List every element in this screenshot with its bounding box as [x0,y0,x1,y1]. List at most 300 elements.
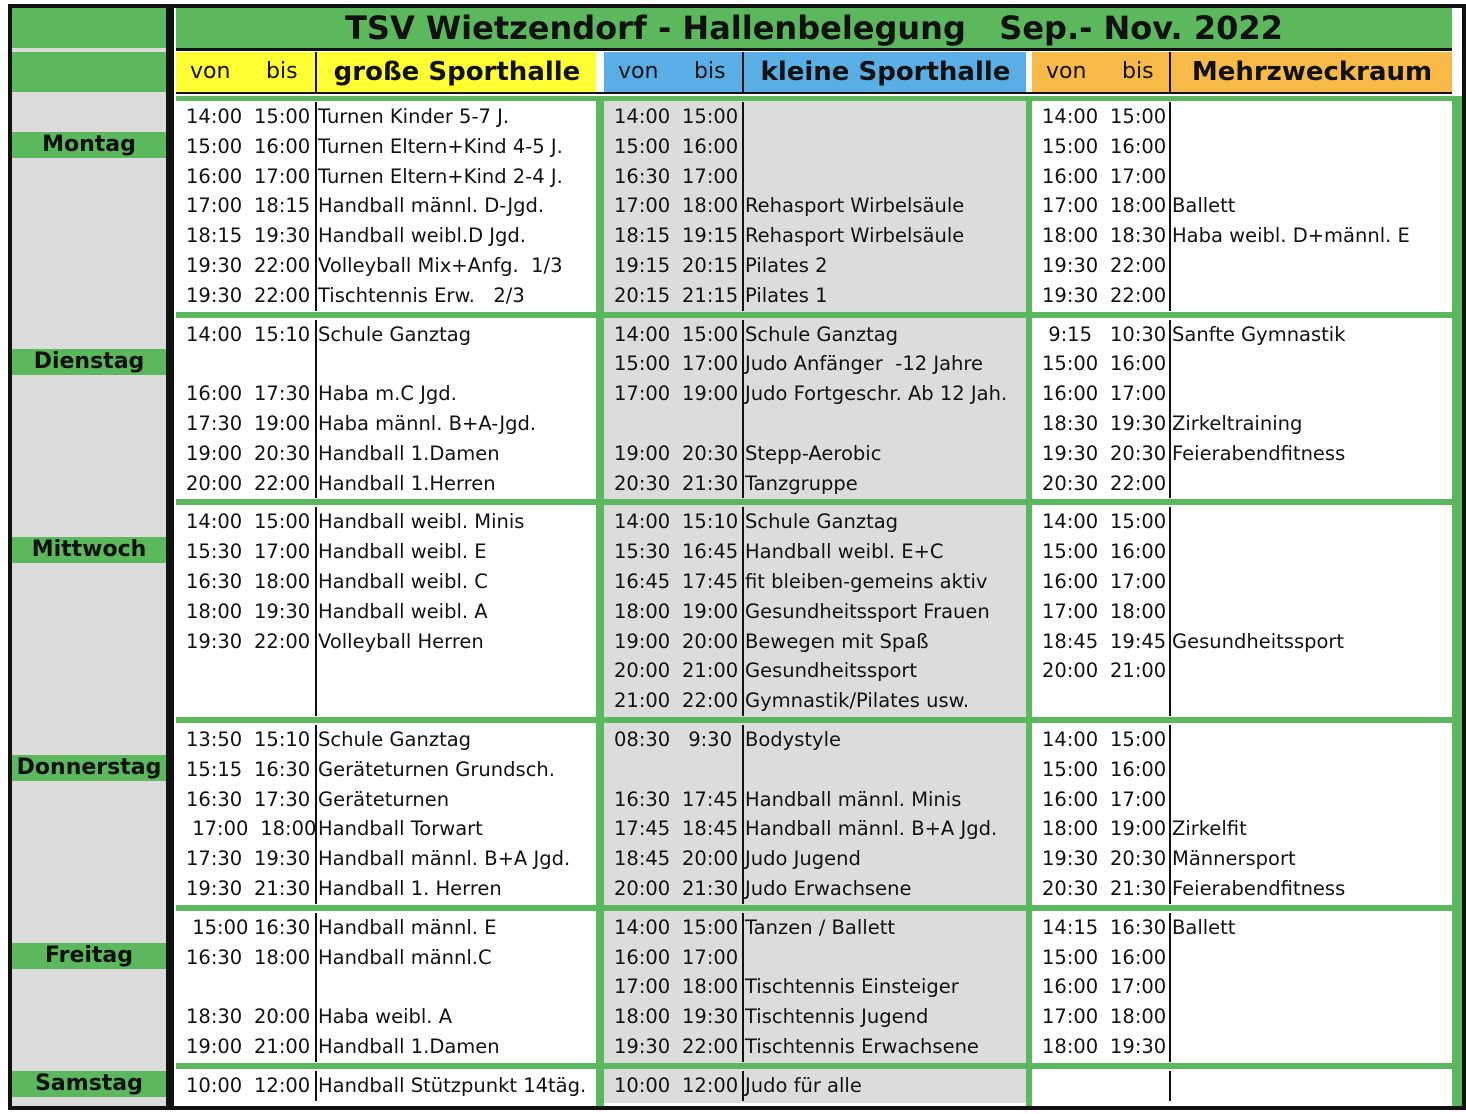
cell-activity: Bodystyle [745,728,841,751]
header-divider-3 [1169,52,1171,92]
cell-activity: Volleyball Herren [318,629,484,653]
cell-bis: 18:00 [1110,194,1167,218]
cell-bis: 16:00 [1110,757,1167,781]
cell-bis: 15:00 [1110,510,1167,534]
black-bottom-border [166,1106,1466,1110]
cell-activity [1172,1071,1450,1101]
cell-von: 14:00 [186,510,243,534]
green-vline-2 [1026,96,1032,1106]
cell-von: 17:00 [614,194,671,218]
cell-activity: Schule Ganztag [318,322,472,346]
cell-bis: 15:10 [682,510,739,534]
cell-von: 08:30 [614,728,671,751]
black-outer-left [8,4,12,1110]
cell-bis: 18:30 [1110,224,1167,248]
cell-von: 19:30 [614,1035,671,1058]
cell-von: 16:00 [1042,570,1099,593]
cell-bis: 22:00 [682,689,739,713]
day-label-montag: Montag [42,131,136,157]
cell-bis: 22:00 [1110,283,1167,307]
cell-von: 20:30 [1042,877,1099,900]
cell-activity: Handball männl. Minis [745,787,962,811]
cell-activity: Judo Jugend [745,847,861,871]
cell-activity: Handball weibl. C [318,570,488,593]
cell-activity: Handball männl. E [318,915,497,939]
cell-von: 19:30 [186,254,243,277]
cell-activity: Haba weibl. D+männl. E [1172,224,1410,248]
cell-von: 14:00 [614,105,671,128]
cell-von: 14:00 [1042,510,1099,534]
cell-von: 17:00 [186,194,243,218]
green-vline-1 [596,96,604,1106]
cell-von: 19:30 [186,877,243,900]
header-von-1: von [190,59,231,84]
cell-activity [318,349,594,379]
cell-bis [682,755,750,785]
cell-bis: 15:00 [254,105,311,128]
cell-bis [1110,686,1178,716]
cell-bis: 18:00 [1110,1005,1167,1029]
cell-von: 20:00 [1042,659,1099,683]
cell-von: 16:30 [186,570,243,593]
cell-activity: Handball weibl. E [318,540,487,564]
header-room-name-1: große Sporthalle [333,57,581,87]
cell-activity: Tischtennis Erw. 2/3 [318,283,525,307]
cell-activity: Tischtennis Erwachsene [745,1035,979,1058]
cell-von: 19:00 [186,441,243,465]
cell-von: 18:15 [186,224,243,248]
cell-bis: 17:30 [254,382,311,406]
cell-activity: Bewegen mit Spaß [745,629,929,653]
cell-bis: 18:00 [682,975,739,999]
black-left-border [166,4,174,1110]
cell-von: 16:00 [1042,382,1099,406]
cell-activity: Stepp-Aerobic [745,441,882,465]
cell-activity [1172,943,1450,973]
cell-von: 15:00 [1042,945,1099,969]
cell-von: 17:00 [1042,1005,1099,1029]
cell-bis: 16:30 [254,915,311,939]
cell-von: 16:00 [614,945,671,969]
cell-von: 9:15 [1042,322,1092,346]
cell-activity: Tanzgruppe [745,471,858,495]
cell-von: 18:30 [186,1005,243,1029]
cell-activity: Handball weibl.D Jgd. [318,224,526,248]
cell-von: 19:30 [1042,441,1099,465]
cell-bis: 22:00 [254,283,311,307]
cell-activity: Gymnastik/Pilates usw. [745,689,970,713]
cell-von: 18:00 [614,599,671,623]
cell-von [186,349,254,379]
cell-bis: 15:00 [254,510,311,534]
cell-bis: 17:00 [1110,570,1167,593]
cell-bis [1110,1071,1178,1101]
cell-bis: 16:00 [1110,945,1167,969]
cell-von: 18:00 [1042,817,1099,841]
cell-bis: 21:30 [682,877,739,900]
cell-activity: Judo Anfänger -12 Jahre [745,352,983,376]
cell-bis: 17:00 [254,540,311,564]
cell-activity: Zirkeltraining [1172,412,1303,435]
cell-activity: Haba männl. B+A-Jgd. [318,412,537,435]
cell-von: 15:00 [614,134,671,158]
cell-von: 15:00 [1042,134,1099,158]
cell-activity: Tischtennis Einsteiger [745,975,959,999]
cell-von: 17:00 [186,817,249,841]
cell-von [186,686,254,716]
cell-von: 19:30 [186,629,243,653]
green-separator-0 [176,312,1452,318]
cell-bis: 18:00 [254,945,311,969]
black-outer-top [8,4,168,8]
cell-bis: 17:00 [1110,164,1167,188]
cell-von: 15:00 [186,915,249,939]
cell-bis: 16:00 [1110,540,1167,564]
cell-activity [745,409,1024,439]
cell-bis [254,349,322,379]
cell-activity: Gesundheitssport [745,659,918,683]
cell-von: 17:00 [614,382,671,406]
cell-bis: 22:00 [254,471,311,495]
cell-activity: Handball Torwart [318,817,483,841]
cell-activity: Tanzen / Ballett [745,915,896,939]
black-right-border [1462,4,1466,1110]
cell-bis: 17:45 [682,570,739,593]
cell-bis: 20:00 [682,629,739,653]
cell-activity: Handball 1.Herren [318,471,496,495]
cell-von: 17:00 [1042,599,1099,623]
cell-von: 17:30 [186,847,243,871]
cell-bis: 9:30 [682,728,732,751]
cell-bis: 15:00 [1110,105,1167,128]
cell-activity: Turnen Kinder 5-7 J. [318,105,510,128]
green-separator-2 [176,717,1452,723]
cell-bis: 20:30 [1110,441,1167,465]
cell-bis: 15:00 [1110,728,1167,751]
cell-bis: 16:00 [1110,134,1167,158]
cell-activity: Männersport [1172,847,1296,871]
green-line-top [176,96,1452,101]
cell-von: 20:30 [614,471,671,495]
cell-activity [1172,686,1450,716]
cell-von: 20:15 [614,283,671,307]
cell-activity: Ballett [1172,915,1236,939]
header-bottom-line [176,92,1452,94]
cell-activity [1172,537,1450,567]
cell-activity: Handball weibl. E+C [745,540,944,564]
cell-activity [1172,469,1450,499]
cell-bis [254,686,322,716]
cell-von: 16:00 [1042,164,1099,188]
cell-bis: 17:00 [1110,382,1167,406]
cell-activity: Rehasport Wirbelsäule [745,194,965,218]
cell-von: 15:15 [186,757,243,781]
cell-von: 14:00 [614,915,671,939]
cell-bis: 16:30 [254,757,311,781]
cell-bis: 15:10 [254,728,311,751]
cell-activity: Haba m.C Jgd. [318,382,457,406]
cell-bis: 19:30 [1110,1035,1167,1058]
cell-activity [1172,281,1450,311]
cell-activity: Geräteturnen Grundsch. [318,757,555,781]
cell-bis: 22:00 [1110,471,1167,495]
cell-bis: 17:00 [254,164,311,188]
cell-activity: Handball männl. B+A Jgd. [745,817,998,841]
cell-activity: Schule Ganztag [745,510,899,534]
cell-bis: 17:00 [682,164,739,188]
cell-activity [1172,251,1450,281]
green-separator-1 [176,499,1452,505]
cell-von: 18:00 [614,1005,671,1029]
cell-bis: 20:30 [254,441,311,465]
cell-von: 15:00 [614,352,671,376]
cell-activity: Handball männl. B+A Jgd. [318,847,571,871]
header-von-3: von [1046,59,1087,84]
cell-activity [1172,656,1450,686]
cell-von: 14:00 [186,322,243,346]
cell-bis: 19:00 [682,382,739,406]
cell-bis: 18:15 [254,194,311,218]
cell-bis: 12:00 [682,1073,739,1097]
cell-activity: Volleyball Mix+Anfg. 1/3 [318,254,563,277]
cell-von: 19:30 [1042,847,1099,871]
cell-activity [745,943,1024,973]
day-label-freitag: Freitag [44,942,134,968]
cell-von: 15:30 [614,540,671,564]
cell-activity [318,972,594,1002]
cell-von [1042,1071,1110,1101]
cell-von: 13:50 [186,728,243,751]
header-bis-2: bis [694,59,726,84]
cell-activity: Judo für alle [745,1073,862,1097]
cell-von: 17:00 [1042,194,1099,218]
cell-bis: 22:00 [254,254,311,277]
cell-activity [1172,132,1450,162]
cell-von: 14:00 [186,105,243,128]
cell-bis: 19:30 [1110,412,1167,435]
cell-bis: 19:30 [254,599,311,623]
header-von-2: von [618,59,659,84]
cell-activity [745,755,1024,785]
cell-bis: 17:30 [254,787,311,811]
cell-von: 19:00 [186,1035,243,1058]
cell-bis: 19:30 [254,224,311,248]
cell-bis: 16:00 [1110,352,1167,376]
cell-bis: 18:00 [1110,599,1167,623]
cell-activity [1172,379,1450,409]
header-divider-2 [742,52,744,92]
cell-von: 15:00 [1042,352,1099,376]
cell-bis: 20:00 [682,847,739,871]
cell-von: 19:30 [1042,254,1099,277]
header-bis-1: bis [266,59,298,84]
cell-activity: Schule Ganztag [745,322,899,346]
black-outer-bottom [8,1106,168,1110]
cell-von: 15:00 [1042,757,1099,781]
cell-bis: 12:00 [254,1073,311,1097]
header-room-name-2: kleine Sporthalle [760,57,1011,87]
cell-activity: Pilates 1 [745,283,828,307]
day-label-donnerstag: Donnerstag [16,754,162,780]
header-divider-1 [315,52,317,92]
cell-bis: 15:00 [682,322,739,346]
cell-von: 21:00 [614,689,671,713]
cell-von: 19:30 [186,283,243,307]
cell-von: 19:30 [1042,283,1099,307]
cell-von: 18:45 [614,847,671,871]
cell-activity: Gesundheitssport [1172,629,1345,653]
cell-activity [318,656,594,686]
cell-bis: 16:00 [682,134,739,158]
cell-activity: Pilates 2 [745,254,828,277]
cell-bis: 21:30 [254,877,311,900]
cell-von: 20:30 [1042,471,1099,495]
cell-activity [1172,102,1450,132]
cell-activity [1172,1032,1450,1062]
cell-von: 18:00 [1042,1035,1099,1058]
cell-bis: 19:45 [1110,629,1167,653]
cell-bis: 20:15 [682,254,739,277]
cell-activity: Handball 1.Damen [318,1035,500,1058]
cell-activity: Haba weibl. A [318,1005,453,1029]
cell-activity: Rehasport Wirbelsäule [745,224,965,248]
header-room-name-3: Mehrzweckraum [1191,57,1433,87]
cell-bis: 16:30 [1110,915,1167,939]
cell-bis: 19:30 [254,847,311,871]
cell-bis [254,972,322,1002]
cell-activity [1172,567,1450,597]
cell-bis: 21:30 [682,471,739,495]
cell-von: 18:00 [1042,224,1099,248]
cell-bis: 15:10 [254,322,311,346]
cell-activity: Ballett [1172,194,1236,218]
cell-bis: 18:00 [254,817,317,841]
cell-bis: 17:00 [1110,787,1167,811]
cell-von: 16:00 [186,164,243,188]
cell-activity: fit bleiben-gemeins aktiv [745,570,988,593]
cell-von: 20:00 [614,877,671,900]
cell-von: 18:45 [1042,629,1099,653]
cell-bis: 18:00 [682,194,739,218]
cell-activity: Handball männl. D-Jgd. [318,194,545,218]
cell-von [186,972,254,1002]
cell-activity: Feierabendfitness [1172,877,1346,900]
cell-von: 17:30 [186,412,243,435]
cell-bis: 18:45 [682,817,739,841]
cell-activity: Judo Erwachsene [745,877,912,900]
cell-von: 10:00 [614,1073,671,1097]
cell-bis: 10:30 [1110,322,1167,346]
day-label-samstag: Samstag [35,1070,143,1096]
cell-activity: Handball weibl. Minis [318,510,525,534]
cell-activity [1172,785,1450,815]
cell-activity [1172,972,1450,1002]
cell-von [1042,686,1110,716]
cell-bis: 17:45 [682,787,739,811]
day-label-mittwoch: Mittwoch [31,537,147,563]
cell-activity: Gesundheitssport Frauen [745,599,990,623]
cell-activity: Zirkelfit [1172,817,1247,841]
cell-bis: 19:15 [682,224,739,248]
day-label-dienstag: Dienstag [33,349,145,375]
cell-von: 16:30 [614,787,671,811]
cell-bis: 16:45 [682,540,739,564]
cell-von: 19:00 [614,441,671,465]
cell-bis: 17:00 [682,945,739,969]
cell-bis [682,409,750,439]
cell-bis: 19:00 [1110,817,1167,841]
cell-activity [745,162,1024,192]
cell-activity: Schule Ganztag [318,728,472,751]
cell-von: 16:30 [186,945,243,969]
green-vline-right [1452,96,1462,1106]
cell-activity [1172,162,1450,192]
cell-von: 16:45 [614,570,671,593]
cell-activity: Sanfte Gymnastik [1172,322,1346,346]
cell-bis: 20:00 [254,1005,311,1029]
cell-von [186,656,254,686]
cell-bis: 18:00 [254,570,311,593]
left-top-green-1 [12,8,166,48]
cell-von: 15:00 [1042,540,1099,564]
cell-von: 16:30 [614,164,671,188]
cell-bis: 19:30 [682,1005,739,1029]
cell-activity [1172,725,1450,755]
cell-bis: 17:00 [682,352,739,376]
cell-activity: Handball 1.Damen [318,441,500,465]
cell-bis: 21:00 [1110,659,1167,683]
cell-von: 19:00 [614,629,671,653]
cell-von: 14:00 [614,322,671,346]
cell-von [614,755,682,785]
cell-activity: Tischtennis Jugend [745,1005,929,1029]
cell-activity: Turnen Eltern+Kind 4-5 J. [318,134,563,158]
cell-activity [745,102,1024,132]
cell-activity: Handball Stützpunkt 14täg. [318,1073,587,1097]
cell-von [614,409,682,439]
cell-bis: 16:00 [254,134,311,158]
cell-activity [1172,597,1450,627]
cell-activity: Judo Fortgeschr. Ab 12 Jah. [745,382,1008,406]
cell-von: 18:15 [614,224,671,248]
cell-bis: 21:15 [682,283,739,307]
cell-activity: Geräteturnen [318,787,450,811]
cell-von: 15:00 [186,134,243,158]
cell-von: 14:00 [614,510,671,534]
cell-activity [1172,349,1450,379]
cell-bis: 20:30 [1110,847,1167,871]
cell-von: 10:00 [186,1073,243,1097]
cell-bis: 22:00 [1110,254,1167,277]
cell-activity: Handball 1. Herren [318,877,502,900]
cell-von: 14:00 [1042,728,1099,751]
green-separator-4 [176,1063,1452,1069]
cell-activity: Feierabendfitness [1172,441,1346,465]
cell-von: 14:15 [1042,915,1099,939]
cell-bis: 22:00 [682,1035,739,1058]
cell-activity [745,132,1024,162]
cell-von: 16:00 [186,382,243,406]
cell-von: 14:00 [1042,105,1099,128]
cell-von: 18:30 [1042,412,1099,435]
cell-von: 17:00 [614,975,671,999]
cell-bis: 21:30 [1110,877,1167,900]
left-top-green-2 [12,52,166,92]
cell-von: 16:00 [1042,975,1099,999]
cell-bis [254,656,322,686]
cell-bis: 19:00 [682,599,739,623]
cell-activity [1172,1002,1450,1032]
